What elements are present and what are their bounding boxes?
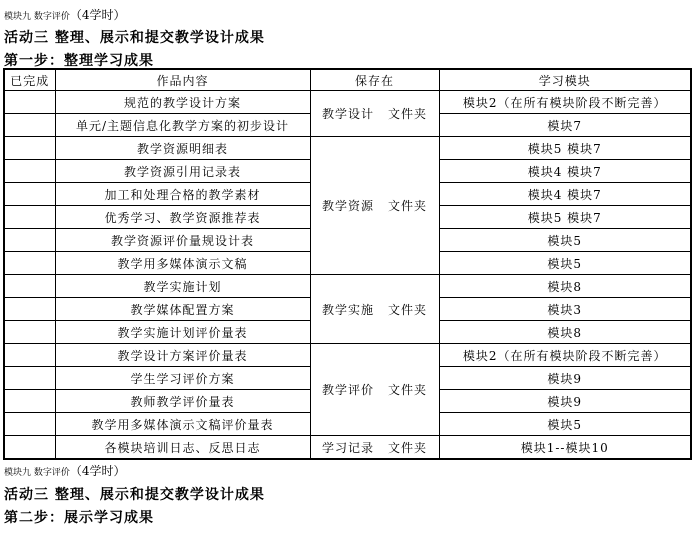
folder-name: 教学评价 <box>321 383 374 397</box>
completed-checkbox-cell[interactable] <box>4 367 55 390</box>
module-cell: 模块3 <box>439 298 691 321</box>
module-footer-hours: （4学时） <box>69 464 126 478</box>
module-cell: 模块5 <box>439 229 691 252</box>
completed-checkbox-cell[interactable] <box>4 206 55 229</box>
completed-checkbox-cell[interactable] <box>4 91 55 114</box>
content-cell: 教学资源明细表 <box>55 137 310 160</box>
content-cell: 单元/主题信息化教学方案的初步设计 <box>55 114 310 137</box>
module-cell: 模块5 模块7 <box>439 206 691 229</box>
module-cell: 模块5 <box>439 413 691 436</box>
step2-title: 第二步：展示学习成果 <box>4 510 154 526</box>
completed-checkbox-cell[interactable] <box>4 275 55 298</box>
completed-checkbox-cell[interactable] <box>4 183 55 206</box>
folder-cell <box>310 91 439 137</box>
col-header-completed: 已完成 <box>4 69 55 91</box>
content-cell: 教师教学评价量表 <box>55 390 310 413</box>
folder-name: 教学实施 <box>321 302 374 317</box>
module-cell: 模块5 模块7 <box>439 137 691 160</box>
results-table <box>3 68 692 460</box>
content-cell: 加工和处理合格的教学素材 <box>55 183 310 206</box>
module-cell: 模块9 <box>439 367 691 390</box>
col-header-content: 作品内容 <box>55 69 310 91</box>
completed-checkbox-cell[interactable] <box>4 390 55 413</box>
content-cell: 各模块培训日志、反思日志 <box>55 436 310 460</box>
completed-checkbox-cell[interactable] <box>4 344 55 367</box>
content-cell: 教学设计方案评价量表 <box>55 344 310 367</box>
activity-title-2: 活动三 整理、展示和提交教学设计成果 <box>4 487 265 503</box>
table-row <box>4 91 691 114</box>
module-header-hours: （4学时） <box>69 8 126 22</box>
completed-checkbox-cell[interactable] <box>4 321 55 344</box>
module-cell: 模块2（在所有模块阶段不断完善） <box>439 91 691 114</box>
folder-suffix: 文件夹 <box>388 302 428 317</box>
folder-cell <box>310 344 439 436</box>
completed-checkbox-cell[interactable] <box>4 298 55 321</box>
folder-name: 教学资源 <box>321 199 374 213</box>
folder-suffix: 文件夹 <box>388 440 428 455</box>
content-cell: 教学用多媒体演示文稿 <box>55 252 310 275</box>
module-header <box>4 6 126 23</box>
module-footer-name: 模块九 数字评价 <box>4 468 70 478</box>
folder-suffix: 文件夹 <box>388 383 428 397</box>
folder-cell <box>310 137 439 275</box>
module-cell: 模块4 模块7 <box>439 183 691 206</box>
table-row <box>4 436 691 460</box>
table-row <box>4 344 691 367</box>
module-cell: 模块8 <box>439 321 691 344</box>
completed-checkbox-cell[interactable] <box>4 137 55 160</box>
folder-name: 教学设计 <box>321 107 374 121</box>
folder-name: 学习记录 <box>321 440 374 455</box>
folder-suffix: 文件夹 <box>388 199 428 213</box>
folder-cell <box>310 436 439 460</box>
activity-title: 活动三 整理、展示和提交教学设计成果 <box>4 30 265 46</box>
col-header-module: 学习模块 <box>439 69 691 91</box>
module-cell: 模块5 <box>439 252 691 275</box>
col-header-saved-in: 保存在 <box>310 69 439 91</box>
module-footer-header <box>4 462 126 479</box>
module-cell: 模块1--模块10 <box>439 436 691 460</box>
content-cell: 优秀学习、教学资源推荐表 <box>55 206 310 229</box>
table-header-row <box>4 69 691 91</box>
content-cell: 教学实施计划评价量表 <box>55 321 310 344</box>
module-cell: 模块2（在所有模块阶段不断完善） <box>439 344 691 367</box>
step1-title: 第一步：整理学习成果 <box>4 53 154 69</box>
completed-checkbox-cell[interactable] <box>4 436 55 460</box>
completed-checkbox-cell[interactable] <box>4 160 55 183</box>
content-cell: 教学资源引用记录表 <box>55 160 310 183</box>
content-cell: 规范的教学设计方案 <box>55 91 310 114</box>
content-cell: 学生学习评价方案 <box>55 367 310 390</box>
module-cell: 模块8 <box>439 275 691 298</box>
module-cell: 模块9 <box>439 390 691 413</box>
folder-suffix: 文件夹 <box>388 107 428 121</box>
completed-checkbox-cell[interactable] <box>4 229 55 252</box>
module-header-name: 模块九 数字评价 <box>4 12 70 22</box>
content-cell: 教学媒体配置方案 <box>55 298 310 321</box>
table-row <box>4 137 691 160</box>
content-cell: 教学资源评价量规设计表 <box>55 229 310 252</box>
folder-cell <box>310 275 439 344</box>
content-cell: 教学实施计划 <box>55 275 310 298</box>
table-row <box>4 275 691 298</box>
completed-checkbox-cell[interactable] <box>4 114 55 137</box>
completed-checkbox-cell[interactable] <box>4 252 55 275</box>
module-cell: 模块4 模块7 <box>439 160 691 183</box>
completed-checkbox-cell[interactable] <box>4 413 55 436</box>
content-cell: 教学用多媒体演示文稿评价量表 <box>55 413 310 436</box>
module-cell: 模块7 <box>439 114 691 137</box>
